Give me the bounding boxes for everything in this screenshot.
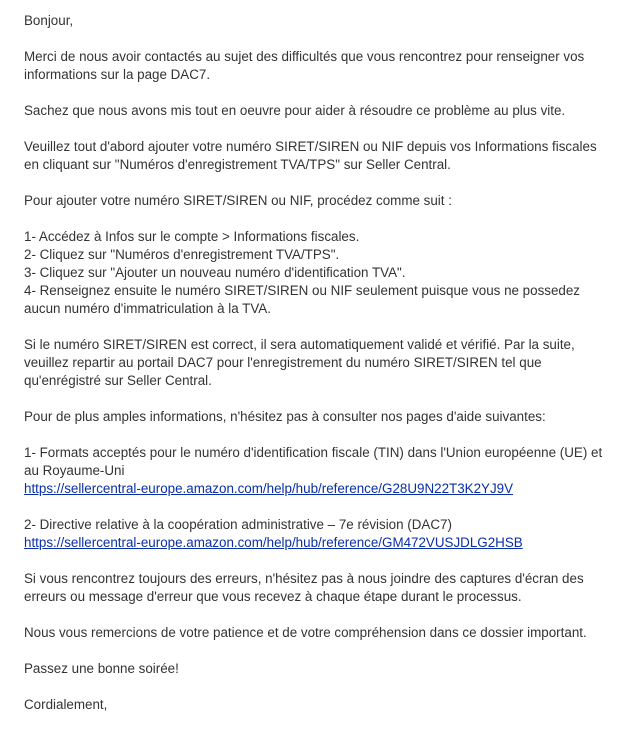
step-item: 1- Accédez à Infos sur le compte > Informations fiscales. [24, 229, 360, 244]
steps-list [24, 228, 614, 318]
help-link-block [24, 516, 614, 552]
step-item: 4- Renseignez ensuite le numéro SIRET/SIREN ou NIF seulement puisque vous ne possedez aucun numéro d'immatriculation à la TVA. [24, 283, 581, 316]
help-link-title: 1- Formats acceptés pour le numéro d'identification fiscale (TIN) dans l'Union européenne (UE) et au Royaume-Uni [24, 445, 603, 478]
closing: Cordialement, [24, 697, 108, 712]
help-link-block [24, 444, 614, 498]
wish-paragraph: Passez une bonne soirée! [24, 661, 179, 676]
email-body [24, 12, 614, 732]
errors-paragraph: Si vous rencontrez toujours des erreurs, n'hésitez pas à nous joindre des captures d'écran des erreurs ou message d'erreur que vous recevez à chaque étape durant le processus. [24, 571, 584, 604]
reassurance-paragraph: Sachez que nous avons mis tout en oeuvre pour aider à résoudre ce problème au plus vite. [24, 103, 566, 118]
procedure-intro: Pour ajouter votre numéro SIRET/SIREN ou NIF, procédez comme suit : [24, 193, 452, 208]
thanks-paragraph: Nous vous remercions de votre patience et de votre compréhension dans ce dossier important. [24, 625, 587, 640]
greeting: Bonjour, [24, 13, 74, 28]
validation-paragraph: Si le numéro SIRET/SIREN est correct, il sera automatiquement validé et vérifié. Par la suite, veuillez repartir au portail DAC7 pour l'enregistrement du numéro SIRET/SIREN tel que qu'enrégistré sur Seller Central. [24, 337, 575, 388]
instruction-paragraph: Veuillez tout d'abord ajouter votre numéro SIRET/SIREN ou NIF depuis vos Informations fiscales en cliquant sur "Numéros d'enregistrement TVA/TPS" sur Seller Central. [24, 139, 597, 172]
step-item: 2- Cliquez sur "Numéros d'enregistrement TVA/TPS". [24, 247, 340, 262]
help-link-dac7[interactable]: https://sellercentral-europe.amazon.com/help/hub/reference/GM472VUSJDLG2HSB [24, 535, 523, 550]
help-intro: Pour de plus amples informations, n'hésitez pas à consulter nos pages d'aide suivantes: [24, 409, 546, 424]
help-link-tin[interactable]: https://sellercentral-europe.amazon.com/help/hub/reference/G28U9N22T3K2YJ9V [24, 481, 514, 496]
help-link-title: 2- Directive relative à la coopération administrative – 7e révision (DAC7) [24, 517, 452, 532]
intro-paragraph: Merci de nous avoir contactés au sujet des difficultés que vous rencontrez pour renseigner vos informations sur la page DAC7. [24, 49, 585, 82]
step-item: 3- Cliquez sur "Ajouter un nouveau numéro d'identification TVA". [24, 265, 406, 280]
